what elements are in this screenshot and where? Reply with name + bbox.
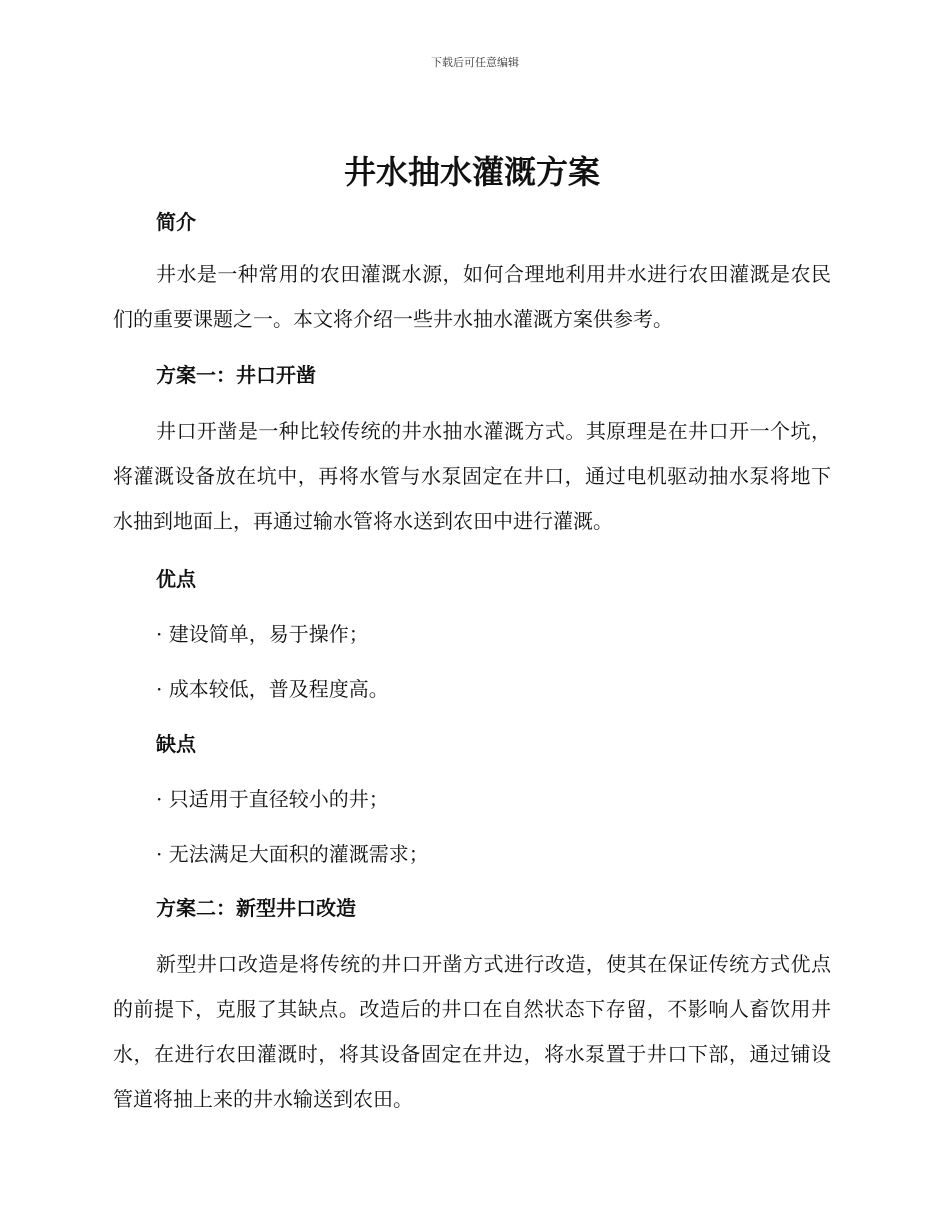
intro-paragraph: 井水是一种常用的农田灌溉水源，如何合理地利用井水进行农田灌溉是农民们的重要课题之一。本文将介绍一些井水抽水灌溉方案供参考。 <box>113 262 831 331</box>
section-heading-scheme1: 方案一：井口开凿 <box>156 363 316 387</box>
disadvantage-item: · 无法满足大面积的灌溉需求； <box>156 842 429 866</box>
document-body <box>113 150 831 1122</box>
advantages-heading: 优点 <box>156 567 196 591</box>
header-note: 下载后可任意编辑 <box>431 56 519 69</box>
advantage-item: · 建设简单，易于操作； <box>156 622 369 646</box>
section-heading-scheme2: 方案二：新型井口改造 <box>156 896 356 920</box>
scheme1-paragraph: 井口开凿是一种比较传统的井水抽水灌溉方式。其原理是在井口开一个坑，将灌溉设备放在坑中，再将水管与水泵固定在井口，通过电机驱动抽水泵将地下水抽到地面上，再通过输水管将水送到农田中进行灌溉。 <box>113 419 831 533</box>
disadvantage-item: · 只适用于直径较小的井； <box>156 787 389 811</box>
advantage-item: · 成本较低，普及程度高。 <box>156 677 389 701</box>
disadvantages-heading: 缺点 <box>156 732 196 756</box>
scheme2-paragraph: 新型井口改造是将传统的井口开凿方式进行改造，使其在保证传统方式优点的前提下，克服了其缺点。改造后的井口在自然状态下存留，不影响人畜饮用井水，在进行农田灌溉时，将其设备固定在井边，将水泵置于井口下部，通过铺设管道将抽上来的井水输送到农田。 <box>113 952 831 1111</box>
document-title: 井水抽水灌溉方案 <box>343 153 600 191</box>
section-heading-intro: 简介 <box>156 210 196 234</box>
